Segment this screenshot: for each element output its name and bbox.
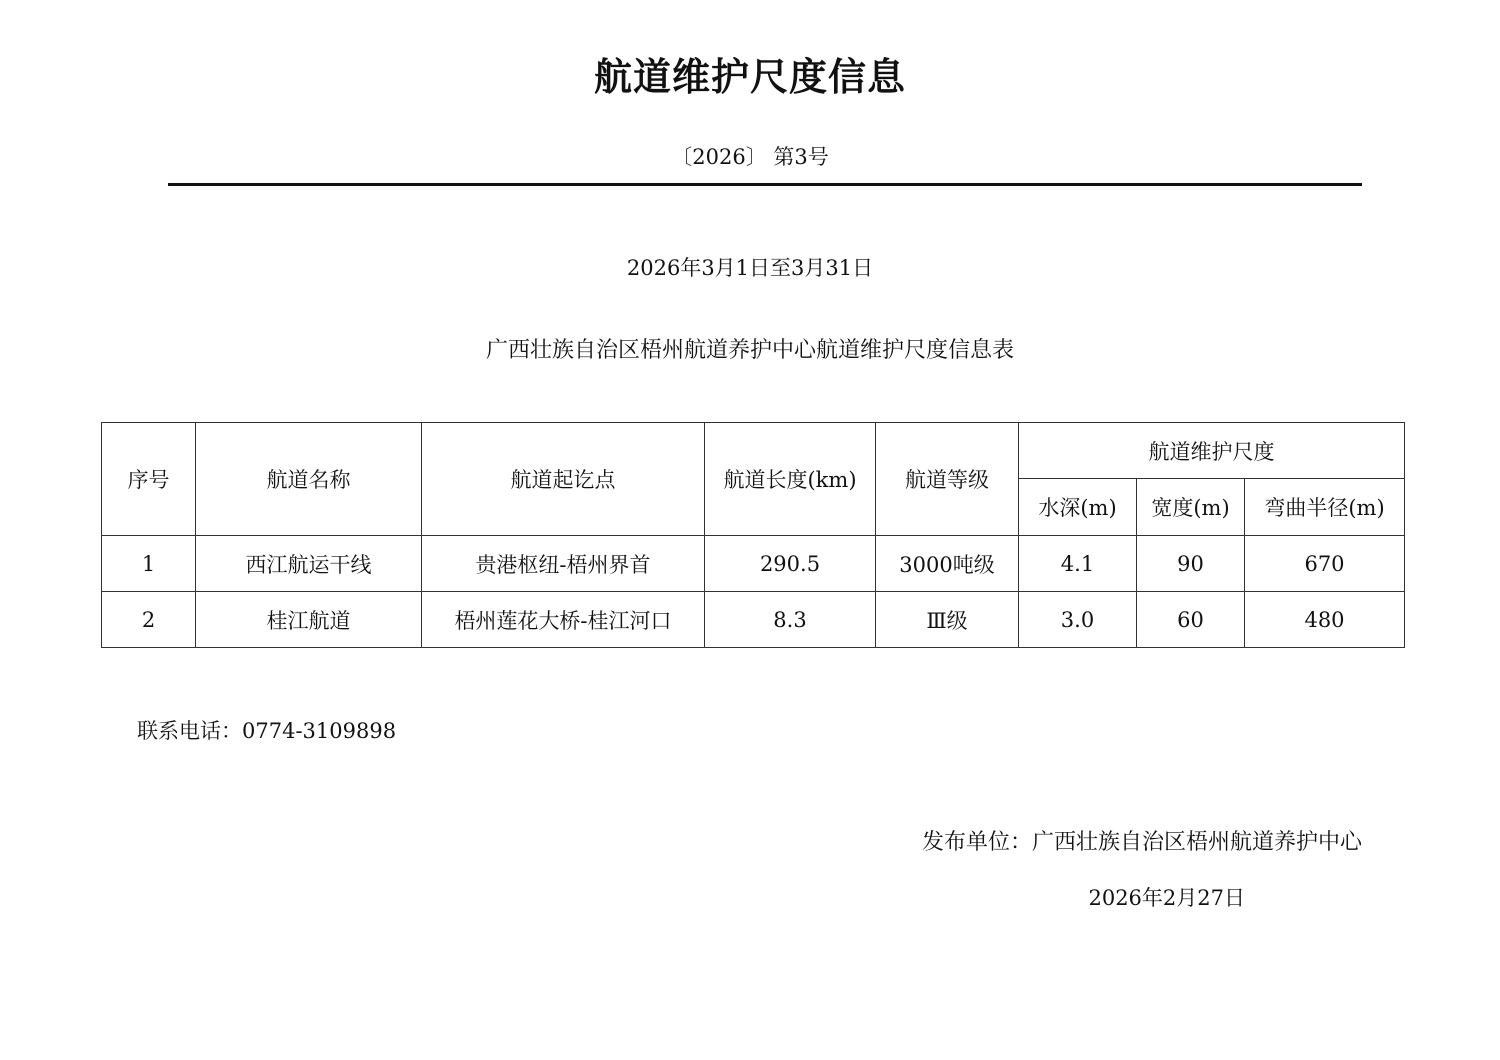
cell-radius: 480: [1245, 592, 1405, 648]
header-seq: 序号: [102, 423, 196, 536]
table-caption: 广西壮族自治区梧州航道养护中心航道维护尺度信息表: [485, 338, 1014, 363]
header-name: 航道名称: [196, 423, 422, 536]
table-row: [102, 592, 1405, 648]
cell-width: 90: [1137, 536, 1245, 592]
cell-grade: Ⅲ级: [876, 592, 1019, 648]
cell-radius: 670: [1245, 536, 1405, 592]
issue-number: 〔2026〕 第3号: [671, 145, 829, 169]
header-dimensions-group: 航道维护尺度: [1019, 423, 1405, 479]
publisher: 发布单位：广西壮族自治区梧州航道养护中心: [921, 830, 1362, 855]
cell-depth: 4.1: [1019, 536, 1137, 592]
publish-date: 2026年2月27日: [1088, 886, 1245, 910]
table-row: [102, 536, 1405, 592]
header-length: 航道长度(km): [705, 423, 876, 536]
cell-length: 290.5: [705, 536, 876, 592]
contact-phone: 联系电话：0774-3109898: [137, 719, 397, 743]
header-depth: 水深(m): [1019, 479, 1137, 536]
cell-seq: 1: [102, 536, 196, 592]
cell-range: 梧州莲花大桥-桂江河口: [422, 592, 705, 648]
header-radius: 弯曲半径(m): [1245, 479, 1405, 536]
cell-width: 60: [1137, 592, 1245, 648]
cell-seq: 2: [102, 592, 196, 648]
date-range: 2026年3月1日至3月31日: [626, 256, 874, 280]
header-range: 航道起讫点: [422, 423, 705, 536]
table-header-row: [102, 423, 1405, 479]
cell-depth: 3.0: [1019, 592, 1137, 648]
cell-length: 8.3: [705, 592, 876, 648]
cell-range: 贵港枢纽-梧州界首: [422, 536, 705, 592]
document-title: 航道维护尺度信息: [593, 55, 906, 99]
cell-grade: 3000吨级: [876, 536, 1019, 592]
channel-dimensions-table: [101, 422, 1405, 648]
cell-name: 西江航运干线: [196, 536, 422, 592]
header-grade: 航道等级: [876, 423, 1019, 536]
header-divider: [168, 183, 1362, 186]
cell-name: 桂江航道: [196, 592, 422, 648]
header-width: 宽度(m): [1137, 479, 1245, 536]
